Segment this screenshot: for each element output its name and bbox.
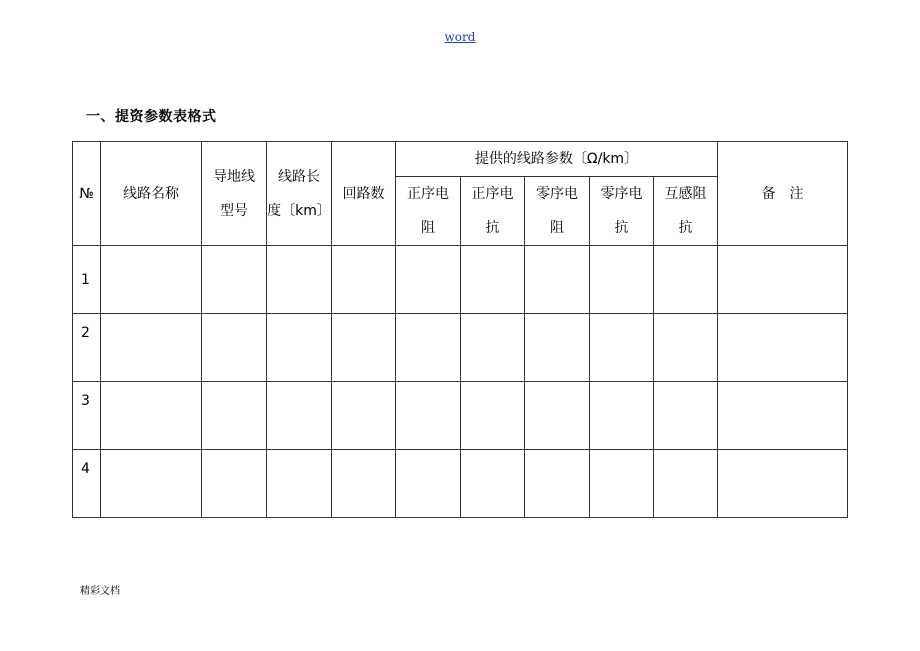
header-mutual-impedance [654, 177, 718, 246]
cell-zero-reactance[interactable] [590, 450, 654, 518]
cell-line-length[interactable] [267, 314, 332, 382]
table-row [73, 314, 848, 382]
cell-circuits[interactable] [332, 246, 396, 314]
cell-line-length[interactable] [267, 450, 332, 518]
cell-zero-reactance[interactable] [590, 314, 654, 382]
cell-remark[interactable] [718, 314, 848, 382]
header-line-params-group: 提供的线路参数〔Ω/km〕 [396, 142, 718, 177]
cell-zero-reactance[interactable] [590, 246, 654, 314]
cell-line-name[interactable] [101, 450, 202, 518]
header-remark: 备 注 [718, 142, 848, 246]
header-line-name: 线路名称 [101, 142, 202, 246]
cell-positive-reactance[interactable] [461, 314, 525, 382]
row-number: 1 [73, 246, 101, 314]
cell-positive-resistance[interactable] [396, 382, 461, 450]
header-word-link[interactable]: word [444, 30, 476, 44]
cell-zero-resistance[interactable] [525, 246, 590, 314]
row-number: 4 [73, 450, 101, 518]
table-row [73, 382, 848, 450]
cell-remark[interactable] [718, 382, 848, 450]
sub3-l2: 阻 [550, 220, 564, 236]
header-positive-resistance [396, 177, 461, 246]
cell-conductor-type[interactable] [202, 314, 267, 382]
cell-circuits[interactable] [332, 382, 396, 450]
cell-circuits[interactable] [332, 314, 396, 382]
header-circuits: 回路数 [332, 142, 396, 246]
header-conductor-type [202, 142, 267, 246]
parameters-table [72, 141, 848, 518]
cell-zero-resistance[interactable] [525, 382, 590, 450]
cell-positive-reactance[interactable] [461, 382, 525, 450]
sub1-l2: 阻 [421, 220, 435, 236]
header-line-length [267, 142, 332, 246]
header-zero-reactance [590, 177, 654, 246]
cell-line-name[interactable] [101, 246, 202, 314]
cell-mutual-impedance[interactable] [654, 314, 718, 382]
header-line-length-l1: 线路长 [278, 168, 320, 185]
cell-positive-resistance[interactable] [396, 246, 461, 314]
cell-conductor-type[interactable] [202, 382, 267, 450]
row-number: 2 [73, 314, 101, 382]
header-zero-resistance [525, 177, 590, 246]
cell-zero-reactance[interactable] [590, 382, 654, 450]
header-no: № [73, 142, 101, 246]
section-title: 一、提资参数表格式 [86, 109, 217, 125]
cell-positive-reactance[interactable] [461, 450, 525, 518]
header-conductor-type-l2: 型号 [220, 202, 248, 219]
cell-conductor-type[interactable] [202, 450, 267, 518]
cell-zero-resistance[interactable] [525, 314, 590, 382]
sub5-l1: 互感阻 [664, 186, 707, 202]
cell-mutual-impedance[interactable] [654, 382, 718, 450]
sub5-l2: 抗 [678, 220, 693, 236]
sub4-l2: 抗 [614, 220, 629, 236]
sub1-l1: 正序电 [407, 186, 449, 202]
cell-mutual-impedance[interactable] [654, 246, 718, 314]
cell-conductor-type[interactable] [202, 246, 267, 314]
cell-positive-reactance[interactable] [461, 246, 525, 314]
cell-positive-resistance[interactable] [396, 314, 461, 382]
sub4-l1: 零序电 [600, 186, 643, 202]
cell-circuits[interactable] [332, 450, 396, 518]
header-line-length-l2: 度〔km〕 [267, 202, 331, 219]
cell-zero-resistance[interactable] [525, 450, 590, 518]
cell-line-length[interactable] [267, 382, 332, 450]
sub2-l2: 抗 [485, 220, 500, 236]
footer-text: 精彩文档 [80, 586, 120, 597]
sub2-l1: 正序电 [471, 186, 514, 202]
sub3-l1: 零序电 [536, 186, 578, 202]
cell-remark[interactable] [718, 450, 848, 518]
cell-line-name[interactable] [101, 382, 202, 450]
header-positive-reactance [461, 177, 525, 246]
cell-line-length[interactable] [267, 246, 332, 314]
table-row [73, 246, 848, 314]
cell-line-name[interactable] [101, 314, 202, 382]
header-conductor-type-l1: 导地线 [213, 168, 255, 185]
row-number: 3 [73, 382, 101, 450]
table-row [73, 450, 848, 518]
cell-positive-resistance[interactable] [396, 450, 461, 518]
cell-mutual-impedance[interactable] [654, 450, 718, 518]
cell-remark[interactable] [718, 246, 848, 314]
